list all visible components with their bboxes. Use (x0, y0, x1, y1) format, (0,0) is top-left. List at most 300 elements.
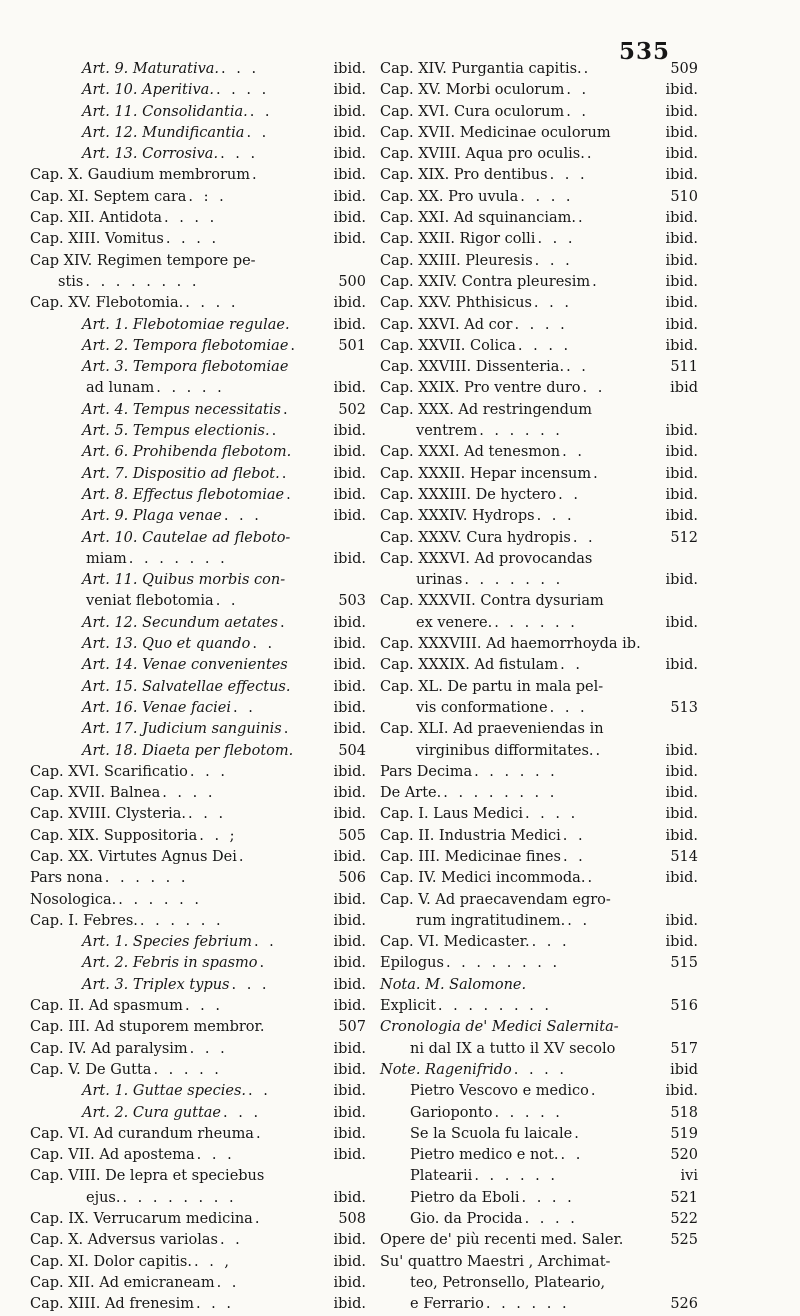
page-reference: 519 (670, 1125, 698, 1142)
page-reference: ibid. (665, 572, 698, 589)
entry-title: Cap. XLI. Ad praeveniendas in (380, 721, 604, 738)
dot-leader: . . . (534, 252, 573, 269)
dot-leader: . . (566, 103, 590, 120)
entry-title: Cap. IX. Verrucarum medicina (30, 1211, 253, 1228)
index-entry (380, 570, 698, 591)
page-reference: ibid. (333, 1083, 366, 1100)
page-reference: 509 (670, 61, 698, 77)
index-entry (30, 1060, 366, 1081)
entry-title: Art. 17. Judicium sanguinis (82, 721, 282, 738)
page-reference: ibid. (333, 423, 366, 440)
page-reference: ibid. (333, 465, 366, 482)
index-entry (380, 229, 698, 250)
page-reference: 511 (670, 359, 698, 376)
entry-title: Cap. XV. Morbi oculorum (380, 82, 565, 99)
dot-leader: . (283, 721, 292, 738)
dot-leader: . . . . (521, 1189, 575, 1206)
dot-leader: . (281, 465, 290, 482)
entry-title: Cap. XIII. Vomitus (30, 231, 164, 248)
index-entry (30, 570, 366, 591)
dot-leader: . (574, 1125, 582, 1142)
index-entry (30, 868, 366, 889)
page-reference: ibid. (333, 1040, 366, 1057)
index-entry (380, 272, 698, 293)
dot-leader: . . (215, 593, 239, 610)
entry-title: rum ingratitudinem. (416, 912, 566, 929)
page-reference: 508 (338, 1211, 366, 1228)
dot-leader: . (254, 1211, 263, 1228)
page-reference: ibid. (333, 550, 366, 567)
dot-leader: . . . (549, 167, 588, 184)
entry-title: Cap. XXX. Ad restringendum (380, 401, 593, 418)
page-reference: ibid. (665, 870, 698, 887)
index-entry (380, 1230, 698, 1251)
index-entry (380, 1188, 698, 1209)
index-entry (30, 783, 366, 804)
dot-leader: . : . (188, 188, 227, 205)
index-entry (380, 549, 698, 570)
page-reference: ibid. (333, 103, 366, 120)
entry-title: Cap. XXXII. Hepar incensum (380, 465, 592, 482)
page-reference: ibid. (333, 848, 366, 865)
entry-title: Cap. XIX. Pro dentibus (380, 167, 548, 184)
entry-title: Cap. XXXIX. Ad fistulam (380, 657, 559, 674)
index-entry (30, 677, 366, 698)
page-reference: ibid. (333, 1061, 366, 1078)
entry-title: Art. 1. Species febrium (82, 934, 252, 951)
index-entry (30, 357, 366, 378)
page-reference: 503 (338, 593, 366, 610)
page-reference: ibid. (333, 976, 366, 993)
entry-title: Opere de' più recenti med. Saler. (380, 1232, 624, 1249)
page-reference: ibid. (333, 1104, 366, 1121)
entry-title: Art. 9. Plaga venae (82, 508, 222, 525)
dot-leader: . . . . (165, 231, 220, 248)
page-reference: ibid. (333, 508, 366, 525)
entry-title: Cap. XXXVI. Ad provocandas (380, 550, 593, 567)
index-entry (380, 1103, 698, 1124)
index-entry (30, 591, 366, 612)
entry-title: Pars Decima (380, 763, 473, 780)
dot-leader: . . . . . . . . (445, 955, 561, 972)
dot-leader: . . (219, 1232, 243, 1249)
dot-leader: . (593, 465, 601, 482)
entry-title: Art. 13. Corrosiva. (82, 146, 219, 163)
entry-title: ventrem (416, 423, 478, 440)
entry-title: Pietro Vescovo e medico (410, 1083, 589, 1100)
index-entry (30, 847, 366, 868)
dot-leader: . (255, 1125, 264, 1142)
entry-title: Art. 2. Cura guttae (82, 1104, 222, 1121)
page-reference: ibid. (665, 785, 698, 802)
entry-title: Platearii (410, 1168, 473, 1185)
page-reference: ibid. (665, 465, 698, 482)
index-entry (30, 1103, 366, 1124)
index-entry (380, 783, 698, 804)
page-reference: 506 (338, 870, 366, 887)
page-reference: ibid. (333, 806, 366, 823)
entry-title: Cap. XVII. Medicinae oculorum (380, 124, 611, 141)
dot-leader: . (587, 870, 596, 887)
dot-leader: . (279, 614, 288, 631)
index-entry (30, 1145, 366, 1166)
dot-leader: . (271, 423, 280, 440)
index-entry (380, 80, 698, 101)
index-entry (30, 165, 366, 186)
page-reference: ibid. (665, 82, 698, 99)
page-reference: ibid. (665, 1083, 698, 1100)
entry-title: ejus. (86, 1189, 121, 1206)
page-reference: ibid. (665, 103, 698, 120)
index-entry (30, 1209, 366, 1230)
dot-leader: . . . . . . (104, 870, 189, 887)
entry-title: Se la Scuola fu laicale (410, 1125, 573, 1142)
page-reference: ibid. (665, 763, 698, 780)
index-entry (30, 890, 366, 911)
entry-title: Cap. XXXIV. Hydrops (380, 508, 535, 525)
dot-leader: . . . (223, 508, 262, 525)
page-reference: ibid. (333, 1232, 366, 1249)
page-reference: 525 (670, 1232, 698, 1249)
page-reference: ibid. (333, 231, 366, 248)
page-reference: ibid (670, 380, 698, 397)
dot-leader: . (595, 742, 604, 759)
entry-title: Pars nona (30, 870, 103, 887)
entry-title: Cap. XXVII. Colica (380, 337, 516, 354)
entry-title: Cap. XVI. Cura oculorum (380, 103, 565, 120)
entry-title: Cap. XXV. Phthisicus (380, 295, 532, 312)
index-entry (30, 400, 366, 421)
index-entry (380, 698, 698, 719)
dot-leader: . . . . . . (139, 912, 224, 929)
entry-title: Cap. XVII. Balnea (30, 785, 161, 802)
page-reference: ibid. (665, 614, 698, 631)
entry-title: Pietro da Eboli (410, 1189, 520, 1206)
index-entry (30, 953, 366, 974)
dot-leader: . . . (195, 1296, 235, 1313)
entry-title: Cap. XI. Dolor capitis. (30, 1253, 192, 1270)
index-entry (30, 378, 366, 399)
entry-title: Cap XIV. Regimen tempore pe- (30, 252, 256, 269)
entry-title: Art. 2. Tempora flebotomiae (82, 337, 289, 354)
index-entry (380, 378, 698, 399)
index-entry (30, 102, 366, 123)
entry-title: stis (58, 273, 84, 290)
index-entry (30, 1294, 366, 1315)
entry-title: Cap. III. Medicinae fines (380, 848, 561, 865)
page-reference: 505 (338, 827, 366, 844)
index-entry (380, 1294, 698, 1315)
index-entry (30, 613, 366, 634)
entry-title: Cap. XXIX. Pro ventre duro (380, 380, 581, 397)
entry-title: Art. 1. Flebotomiae regulae. (82, 316, 290, 333)
page-reference: ibid. (333, 1189, 366, 1206)
index-entry (30, 1252, 366, 1273)
index-entry (380, 996, 698, 1017)
page-reference: ibid. (665, 273, 698, 290)
dot-leader: . (592, 273, 600, 290)
entry-title: Cap. XII. Ad emicraneam (30, 1274, 215, 1291)
index-entry (380, 1124, 698, 1145)
dot-leader: . . (562, 827, 586, 844)
dot-leader: . (290, 337, 299, 354)
dot-leader: . . (566, 82, 590, 99)
entry-title: miam (86, 550, 127, 567)
page-reference: 502 (338, 401, 366, 418)
page-reference: ibid. (333, 146, 366, 163)
index-entry (380, 187, 698, 208)
page-reference: ibid. (665, 146, 698, 163)
page-reference: 512 (670, 529, 698, 546)
entry-title: Cap. VI. Ad curandum rheuma (30, 1125, 254, 1142)
dot-leader: . . (566, 359, 589, 376)
index-entry (30, 655, 366, 676)
entry-title: Art. 10. Aperitiva. (82, 82, 214, 99)
entry-title: Cap. XXXV. Cura hydropis (380, 529, 571, 546)
entry-title: Pietro medico e not. (410, 1147, 559, 1164)
entry-title: Cap. V. De Gutta (30, 1061, 152, 1078)
entry-title: Art. 18. Diaeta per flebotom. (82, 742, 294, 759)
dot-leader: . . (582, 380, 606, 397)
dot-leader: . . (560, 1147, 584, 1164)
dot-leader: . . (572, 529, 596, 546)
entry-title: Cap. XXXI. Ad tenesmon (380, 444, 561, 461)
entry-title: Cap. XX. Pro uvula (380, 188, 519, 205)
index-entry (380, 762, 698, 783)
index-entry (380, 1039, 698, 1060)
index-entry (30, 975, 366, 996)
index-entry (30, 1166, 366, 1187)
entry-title: Epilogus (380, 955, 444, 972)
dot-leader: . . (249, 103, 273, 120)
page-reference: 518 (670, 1104, 698, 1121)
dot-leader: . . . . (524, 806, 579, 823)
entry-title: Gio. da Procida (410, 1211, 523, 1228)
index-entry (30, 208, 366, 229)
dot-leader: . . . (220, 146, 259, 163)
index-entry (30, 251, 366, 272)
dot-leader: . (577, 210, 586, 227)
dot-leader: . . . (188, 806, 227, 823)
dot-leader: . (586, 146, 595, 163)
entry-title: De Arte. (380, 785, 442, 802)
entry-title: Cap. XXXVII. Contra dysuriam (380, 593, 604, 610)
entry-title: Cap. X. Gaudium membrorum (30, 167, 251, 184)
index-entry (380, 634, 698, 655)
page-reference: ibid. (333, 763, 366, 780)
page-reference: 526 (670, 1296, 698, 1313)
index-entry (30, 1273, 366, 1294)
page-reference: ibid. (333, 891, 366, 908)
entry-title: Cap. VII. Ad apostema (30, 1147, 195, 1164)
dot-leader: . . . (536, 508, 575, 525)
dot-leader: . . . . (185, 295, 239, 312)
page-reference: ibid. (665, 657, 698, 674)
entry-title: Art. 7. Dispositio ad flebot. (82, 465, 280, 482)
entry-title: Cap. XXXVIII. Ad haemorrhoyda ib. (380, 636, 641, 653)
dot-leader: . . . . . . (479, 423, 563, 440)
index-entry (380, 932, 698, 953)
index-entry (30, 932, 366, 953)
index-entry (380, 208, 698, 229)
index-entry (30, 1124, 366, 1145)
entry-title: ni dal IX a tutto il XV secolo (410, 1040, 616, 1057)
index-entry (380, 677, 698, 698)
page-reference: ibid. (333, 380, 366, 397)
entry-title: Art. 12. Mundificantia (82, 124, 245, 141)
index-entry (380, 293, 698, 314)
index-entry (30, 1039, 366, 1060)
index-entry (30, 229, 366, 250)
entry-title: Cap. XXIII. Pleuresis (380, 252, 533, 269)
entry-title: Art. 16. Venae faciei (82, 699, 232, 716)
dot-leader: . (282, 401, 291, 418)
index-entry (380, 953, 698, 974)
index-entry (380, 1166, 698, 1187)
page-reference: ibid. (665, 167, 698, 184)
index-entry (380, 1145, 698, 1166)
page-reference: ibid. (333, 1296, 366, 1313)
page-reference: 501 (338, 337, 366, 354)
index-entry (30, 762, 366, 783)
entry-title: Art. 14. Venae convenientes (82, 657, 288, 674)
index-entry (30, 1188, 366, 1209)
index-entry (380, 911, 698, 932)
entry-title: Art. 1. Guttae species. (82, 1083, 246, 1100)
index-entry (30, 144, 366, 165)
index-entry (30, 80, 366, 101)
index-entry (380, 1252, 698, 1273)
page-reference: ibid. (333, 1125, 366, 1142)
page-reference: ibid. (665, 210, 698, 227)
page-reference: ibid. (333, 486, 366, 503)
index-entry (380, 123, 698, 144)
index-entry (30, 187, 366, 208)
index-entry (380, 719, 698, 740)
dot-leader: . . . . . . (494, 614, 578, 631)
page-reference: ibid. (333, 82, 366, 99)
page-reference: ibid. (665, 337, 698, 354)
dot-leader: . . (567, 912, 591, 929)
page-reference: ibid. (333, 1274, 366, 1291)
index-entry (380, 464, 698, 485)
entry-title: Cap. XXIV. Contra pleuresim (380, 273, 591, 290)
page-reference: 514 (670, 848, 698, 865)
page-reference: ibid. (333, 295, 366, 312)
dot-leader: . (252, 167, 260, 184)
index-entry (30, 528, 366, 549)
index-entry (380, 400, 698, 421)
index-entry (30, 826, 366, 847)
page-reference: ibid. (333, 444, 366, 461)
entry-title: Cap. I. Febres. (30, 912, 138, 929)
index-entry (380, 59, 698, 80)
dot-leader: . . . . (514, 316, 568, 333)
page-reference: ibid. (333, 955, 366, 972)
index-entry (380, 144, 698, 165)
entry-title: Cap. I. Laus Medici (380, 806, 523, 823)
entry-title: Cap. V. Ad praecavendam egro- (380, 891, 611, 908)
index-entry (30, 272, 366, 293)
index-entry (380, 975, 698, 996)
index-entry (380, 315, 698, 336)
index-entry (30, 741, 366, 762)
entry-title: Cap. XVIII. Clysteria. (30, 806, 187, 823)
dot-leader: . . . . . . (118, 891, 202, 908)
index-entry (380, 826, 698, 847)
entry-title: Art. 12. Secundum aetates (82, 614, 278, 631)
dot-leader: . . . . (524, 1211, 578, 1228)
page-reference: 521 (670, 1189, 698, 1206)
entry-title: Explicit (380, 998, 436, 1015)
dot-leader: . (259, 955, 268, 972)
dot-leader: . . (246, 124, 270, 141)
page-reference: ibid. (333, 188, 366, 205)
entry-title: Cap. XXVIII. Dissenteria. (380, 359, 565, 376)
page-reference: 520 (670, 1147, 698, 1164)
dot-leader: . . (233, 699, 256, 716)
entry-title: Cap. XIII. Ad frenesim (30, 1296, 194, 1313)
page-reference: ibid. (333, 934, 366, 951)
page-reference: ibid. (665, 295, 698, 312)
page-reference: 510 (670, 188, 698, 205)
page-reference: ibid. (665, 508, 698, 525)
dot-leader: . . . (533, 295, 572, 312)
dot-leader: . . . . . . . . (443, 785, 558, 802)
dot-leader: . . . . (162, 785, 216, 802)
dot-leader: . . . (223, 1104, 262, 1121)
dot-leader: . . . . . . (474, 1168, 559, 1185)
page-reference: ibid. (333, 657, 366, 674)
dot-leader: . . ; (199, 827, 238, 844)
dot-leader: . . . . (164, 210, 218, 227)
index-entry (380, 1060, 698, 1081)
index-entry (380, 741, 698, 762)
entry-title: Cronologia de' Medici Salernita- (380, 1019, 619, 1036)
page-reference: ibid. (333, 1253, 366, 1270)
entry-title: Su' quattro Maestri , Archimat- (380, 1253, 611, 1270)
entry-title: Art. 2. Febris in spasmo (82, 955, 258, 972)
page-reference: ibid. (333, 316, 366, 333)
dot-leader: . . . (184, 998, 223, 1015)
index-entry (30, 442, 366, 463)
page-reference: 516 (670, 998, 698, 1015)
entry-title: Cap. XIV. Purgantia capitis. (380, 61, 582, 77)
page-reference: ibid. (333, 614, 366, 631)
page-reference: ibid. (665, 934, 698, 951)
page-reference: ibid. (333, 167, 366, 184)
dot-leader: . . . (189, 763, 228, 780)
dot-leader: . (286, 486, 294, 503)
entry-title: Art. 3. Triplex typus (82, 976, 230, 993)
dot-leader: . . . . . . . . (85, 273, 200, 290)
index-entry (380, 251, 698, 272)
dot-leader: . . . . . . (474, 763, 558, 780)
page-reference: 500 (338, 273, 366, 290)
dot-leader: . . . . . . . . (437, 998, 553, 1015)
page-reference: ibid. (665, 423, 698, 440)
entry-title: Cap. XVI. Scarificatio (30, 763, 188, 780)
entry-title: Cap. XV. Flebotomia. (30, 295, 184, 312)
page-reference: ibid. (665, 316, 698, 333)
index-entry (30, 1081, 366, 1102)
entry-title: veniat flebotomia (86, 593, 214, 610)
dot-leader: . . . . (513, 1061, 567, 1078)
entry-title: e Ferrario (410, 1296, 484, 1313)
entry-title: Cap. XI. Septem cara (30, 188, 187, 205)
index-entry (380, 165, 698, 186)
index-entry (380, 357, 698, 378)
